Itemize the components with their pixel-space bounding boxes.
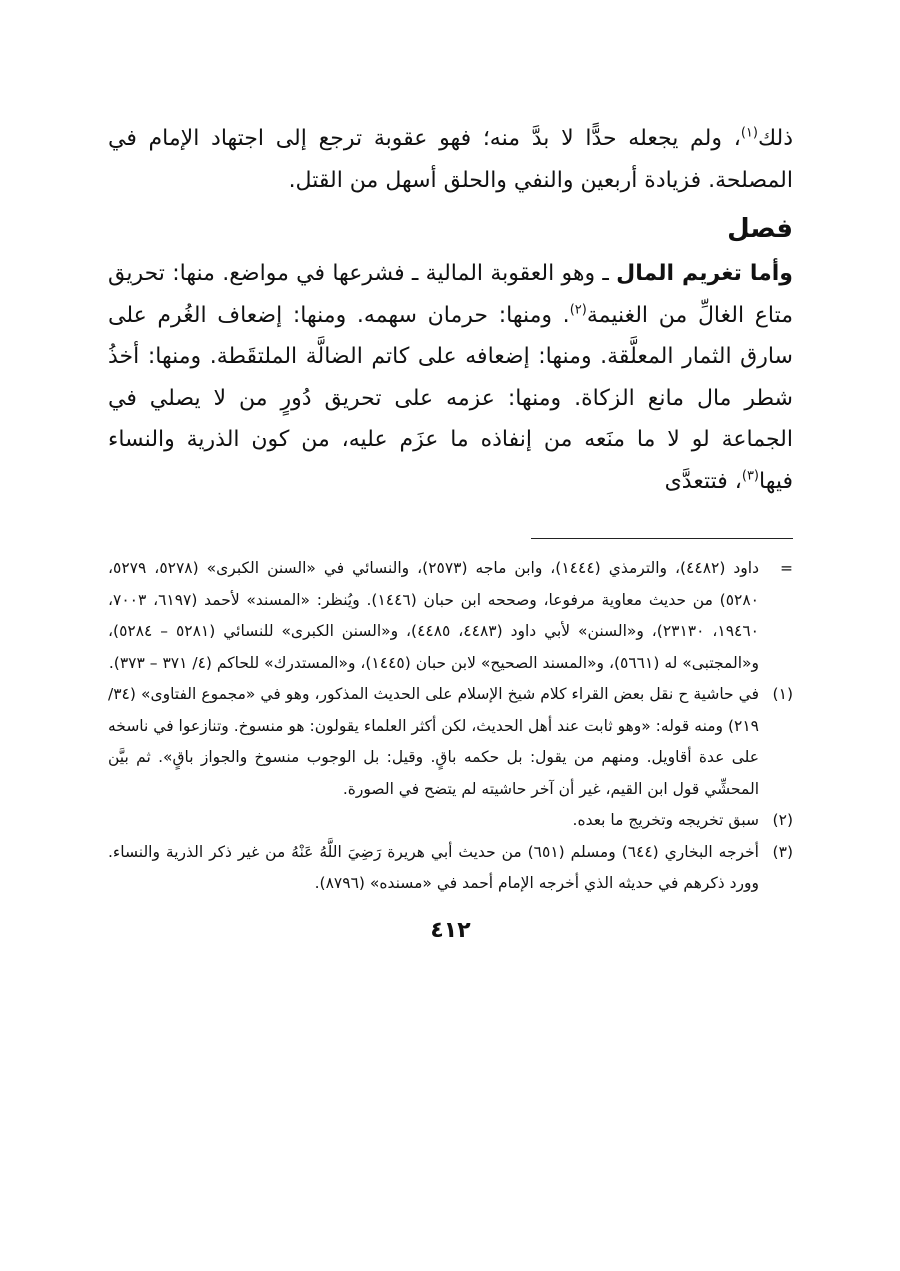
- p2-bold-lead: وأما تغريم المال: [616, 261, 793, 286]
- section-heading: فصل: [727, 214, 793, 244]
- main-text: [108, 118, 793, 502]
- footnote-separator: [531, 538, 793, 539]
- footnote-marker-3: (٣): [772, 842, 793, 861]
- footnote-marker-continued: =: [780, 559, 793, 577]
- paragraph-2: [108, 253, 793, 502]
- footnote-3: [108, 837, 793, 900]
- p2-text-part1: ـ وهو العقوبة المالية ـ فشرعها في مواضع. منها: تحريق متاع الغالِّ من الغنيمة: [108, 261, 793, 328]
- footnote-marker-1: (١): [772, 685, 793, 703]
- footnote-text-3: أخرجه البخاري (٦٤٤) ومسلم (٦٥١) من حديث أبي هريرة رَضِيَ اللَّهُ عَنْهُ من غير ذكر الذرية والنساء. وورد ذكرهم في حديثه الذي أخرجه الإمام أحمد في «مسنده» (٨٧٩٦).: [108, 842, 759, 892]
- footnote-text-1: في حاشية ح نقل بعض القراء كلام شيخ الإسلام على الحديث المذكور، وهو في «مجموع الفتاوى» (٣٤/ ٢١٩) ومنه قوله: «وهو ثابت عند أهل الحديث، لكن أكثر العلماء يقولون: هو منسوخ. وتنازعوا في ناسخه على عدة أقاويل. ومنهم من يقول: بل حكمه باقٍ. وقيل: بل الوجوب منسوخ والجواز باقٍ». ثم بيَّن المحشِّي قول ابن القيم، غير أن آخر حاشيته لم يتضح في الصورة.: [108, 685, 759, 798]
- book-page: [108, 118, 793, 943]
- footnote-text-2: سبق تخريجه وتخريج ما بعده.: [572, 811, 759, 829]
- footnotes-block: [108, 553, 793, 900]
- p2-text-part3: ، فتتعدَّى: [664, 468, 742, 494]
- footnote-2: [108, 805, 793, 837]
- footnote-marker-2: (٢): [772, 811, 793, 829]
- footnote-ref-1[interactable]: (١): [740, 125, 758, 141]
- paragraph-1: [108, 118, 793, 201]
- footnote-ref-3[interactable]: (٣): [741, 468, 759, 484]
- p1-text-start: ذلك: [757, 126, 793, 151]
- footnote-ref-2[interactable]: (٢): [569, 302, 587, 318]
- p2-text-part2: . ومنها: حرمان سهمه. ومنها: إضعاف الغُرم على سارق الثمار المعلَّقة. ومنها: إضعافه على كاتم الضالَّة الملتقَطة. ومنها: أخذُ شطر مال مانع الزكاة. ومنها: عزمه على تحريق دُورٍ من لا يصلي في الجماعة لو لا ما منَعه من إنفاذه ما عزَم عليه، من كون الذرية والنساء فيها: [108, 302, 793, 494]
- page-number: ٤١٢: [430, 917, 471, 943]
- footnote-continuation: [108, 553, 793, 679]
- p1-text-end: ، ولم يجعله حدًّا لا بدَّ منه؛ فهو عقوبة ترجع إلى اجتهاد الإمام في المصلحة. فزيادة أربعين والنفي والحلق أسهل من القتل.: [108, 126, 793, 193]
- footnote-text-continued: داود (٤٤٨٢)، والترمذي (١٤٤٤)، وابن ماجه (٢٥٧٣)، والنسائي في «السنن الكبرى» (٥٢٧٨، ٥٢٧٩، ٥٢٨٠) من حديث معاوية مرفوعا، وصححه ابن حبان (١٤٤٦). ويُنظر: «المسند» لأحمد (٦١٩٧، ٧٠٠٣، ١٩٤٦٠، ٢٣١٣٠)، و«السنن» لأبي داود (٤٤٨٣، ٤٤٨٥)، و«السنن الكبرى» للنسائي (٥٢٨١ – ٥٢٨٤)، و«المجتبى» له (٥٦٦١)، و«المسند الصحيح» لابن حبان (١٤٤٥)، و«المستدرك» للحاكم (٤/ ٣٧١ – ٣٧٣).: [108, 559, 760, 672]
- footnote-1: [108, 679, 793, 805]
